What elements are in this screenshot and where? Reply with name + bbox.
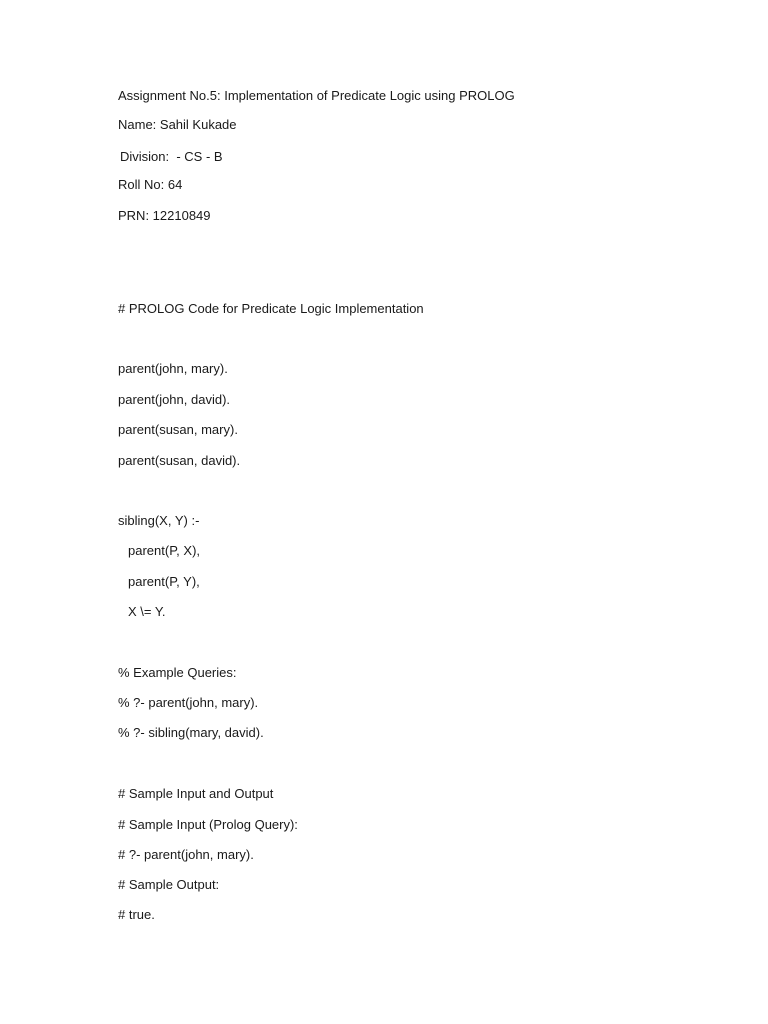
code-heading: # PROLOG Code for Predicate Logic Implementation xyxy=(118,301,424,316)
query-line: % ?- sibling(mary, david). xyxy=(118,725,264,740)
sample-output-label: # Sample Output: xyxy=(118,877,220,892)
sample-input-query: # ?- parent(john, mary). xyxy=(118,847,254,862)
rule-body-line: parent(P, Y), xyxy=(128,574,200,589)
sample-output-value: # true. xyxy=(118,907,155,922)
fact-line: parent(susan, david). xyxy=(118,453,241,468)
rule-body-line: parent(P, X), xyxy=(128,543,201,558)
prn-number: PRN: 12210849 xyxy=(118,208,211,223)
assignment-title: Assignment No.5: Implementation of Predicate Logic using PROLOG xyxy=(118,88,515,103)
fact-line: parent(john, mary). xyxy=(118,361,228,376)
student-name: Name: Sahil Kukade xyxy=(118,117,237,132)
rule-body-line: X \= Y. xyxy=(128,604,166,619)
query-line: % ?- parent(john, mary). xyxy=(118,695,259,710)
sample-input-label: # Sample Input (Prolog Query): xyxy=(118,817,298,832)
queries-heading: % Example Queries: xyxy=(118,665,237,680)
division: Division: - CS - B xyxy=(120,149,223,164)
roll-number: Roll No: 64 xyxy=(118,177,183,192)
sample-heading: # Sample Input and Output xyxy=(118,786,274,801)
fact-line: parent(john, david). xyxy=(118,392,231,407)
rule-head: sibling(X, Y) :- xyxy=(118,513,200,528)
fact-line: parent(susan, mary). xyxy=(118,422,238,437)
